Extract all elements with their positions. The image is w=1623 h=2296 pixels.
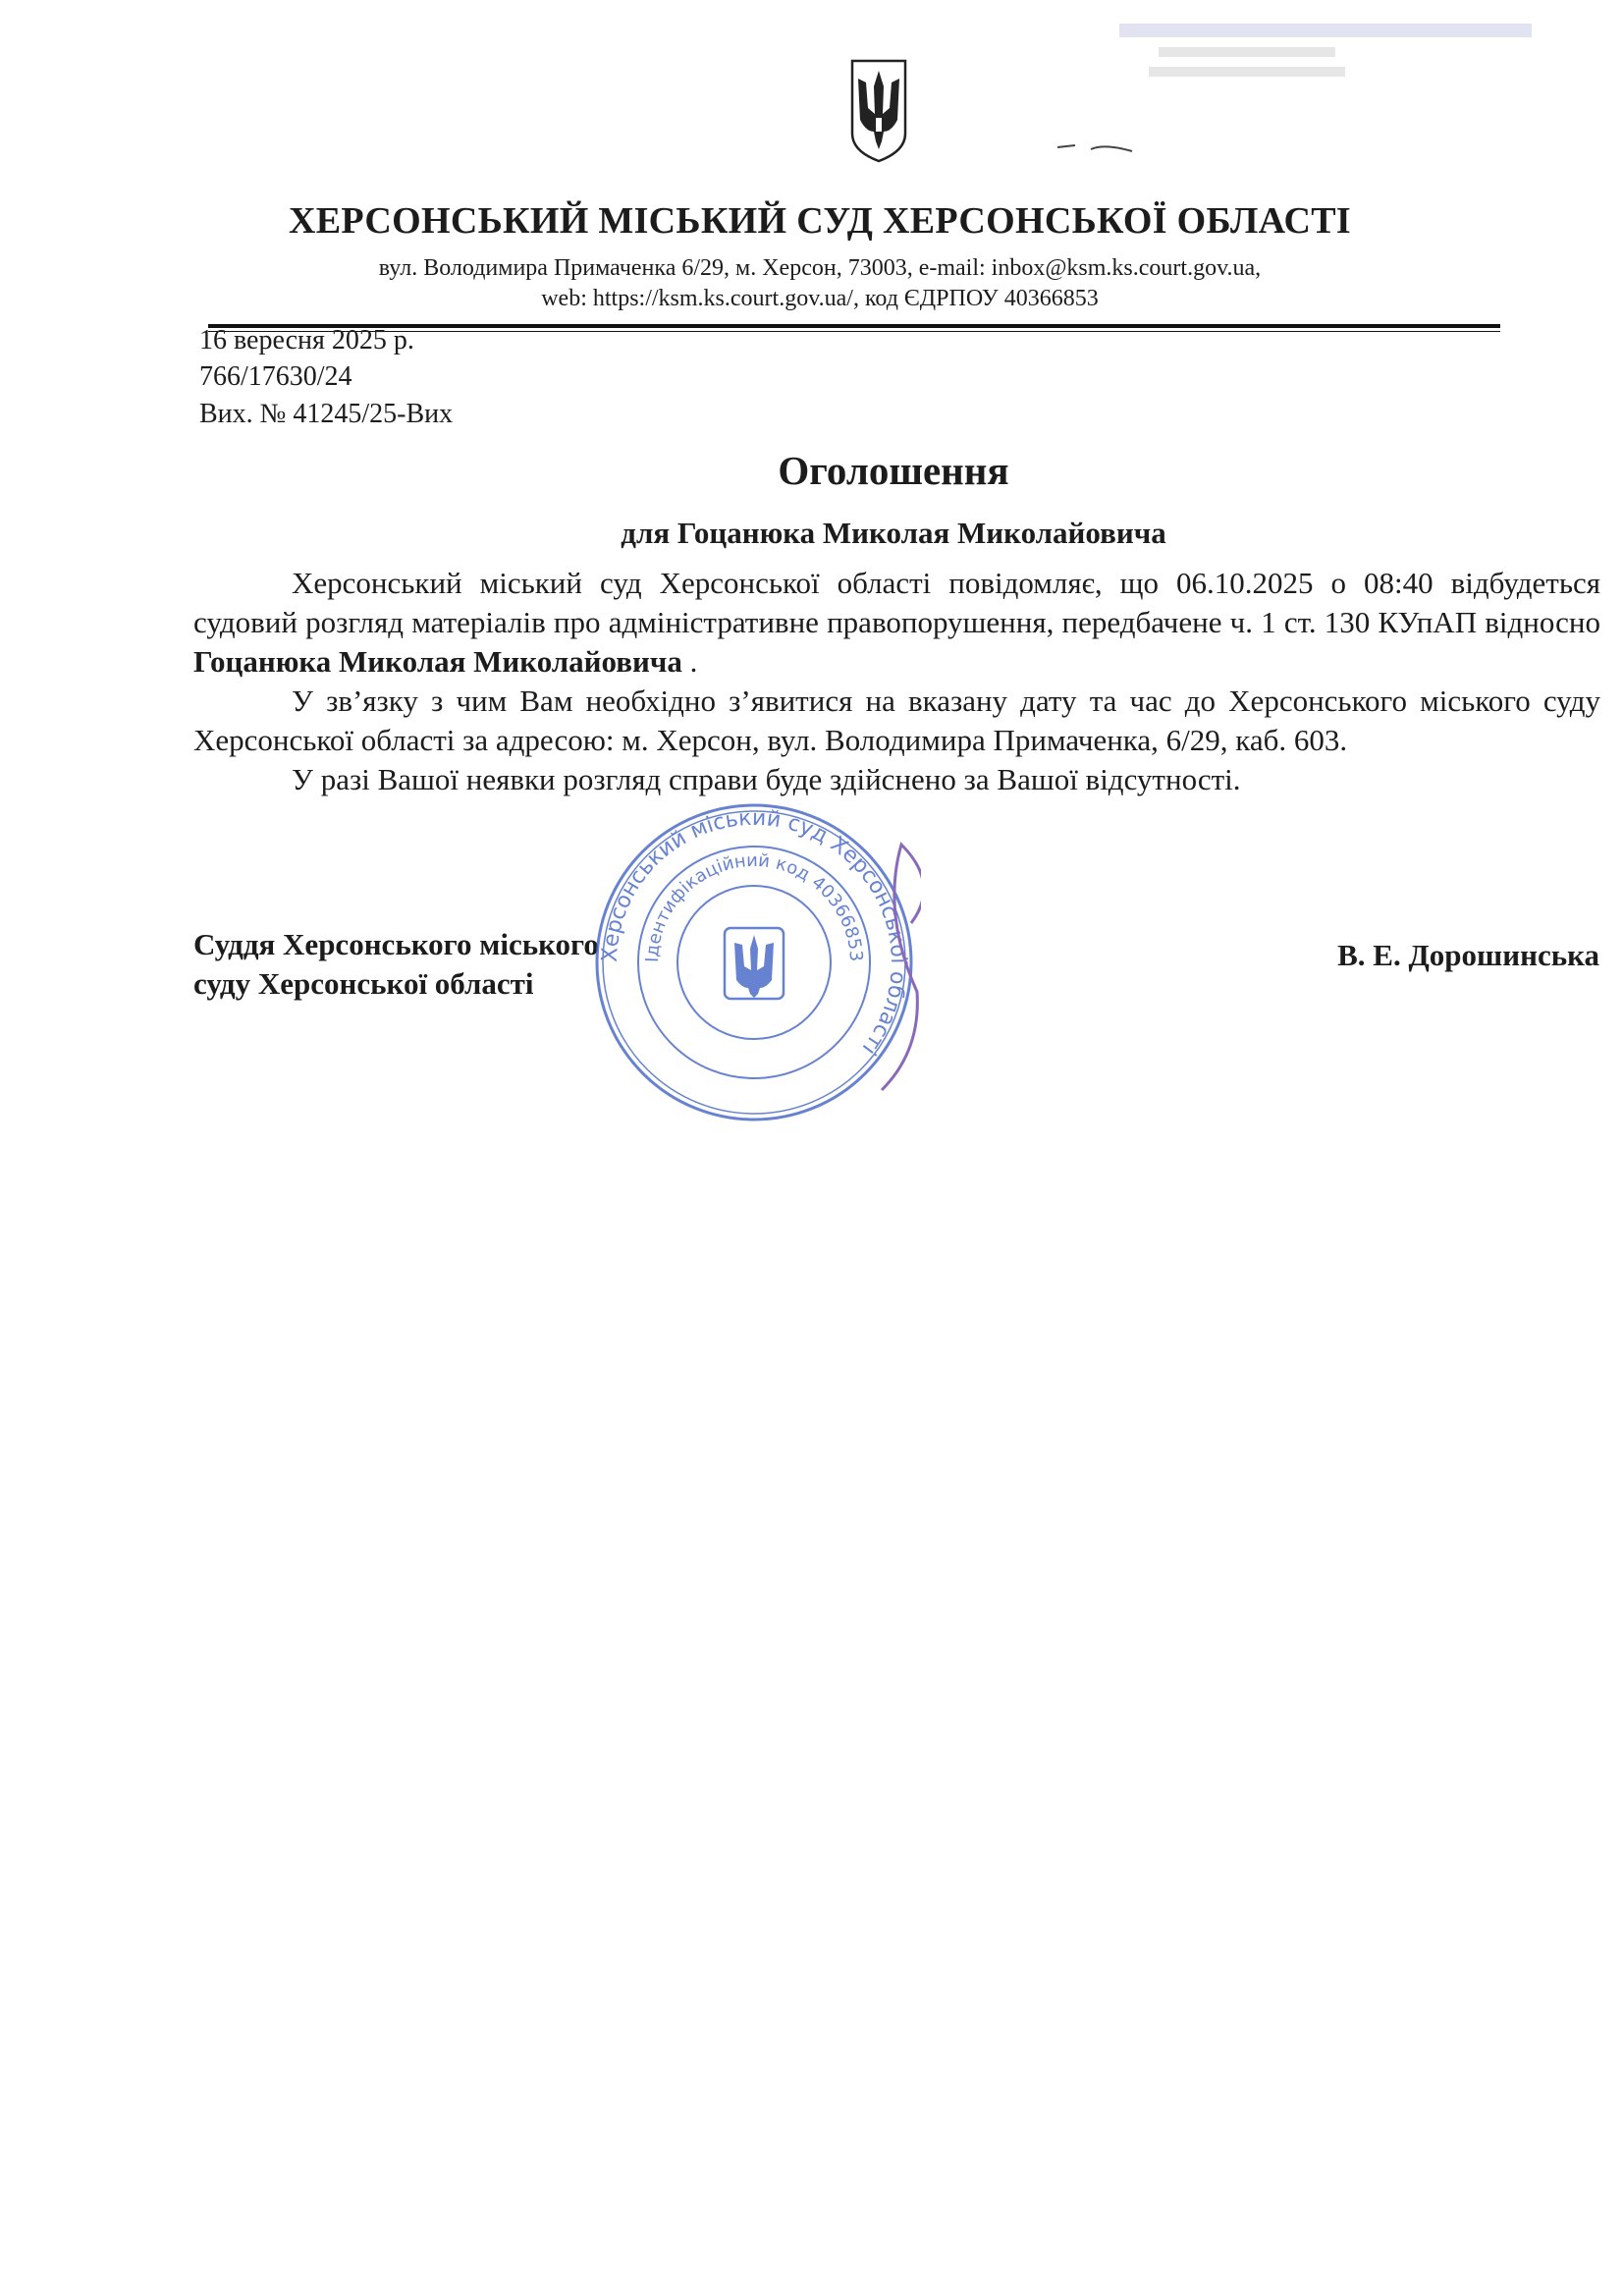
trident-emblem-icon	[846, 57, 911, 165]
court-name: ХЕРСОНСЬКИЙ МІСЬКИЙ СУД ХЕРСОНСЬКОЇ ОБЛАСТІ	[289, 200, 1351, 242]
svg-text:Херсонський міський суд Херсон	[598, 806, 910, 1060]
pen-mark	[1055, 137, 1134, 157]
judge-position: Суддя Херсонського міського суду Херсонської області	[193, 927, 599, 1001]
case-number: 766/17630/24	[199, 361, 352, 392]
document-date: 16 вересня 2025 р.	[199, 325, 414, 355]
seal-inner-text: Ідентифікаційний код 40366853	[641, 849, 867, 963]
defendant-name: Гоцанюка Миколая Миколайовича	[193, 644, 682, 679]
court-address: вул. Володимира Примаченка 6/29, м. Херсон, 73003, e-mail: inbox@ksm.ks.court.gov.ua,	[378, 255, 1262, 281]
outgoing-number: Вих. № 41245/25-Вих	[199, 399, 454, 429]
notice-body	[193, 564, 1600, 799]
notice-paragraph-absence: У разі Вашої неявки розгляд справи буде здійснено за Вашої відсутності.	[292, 762, 1241, 796]
seal-trident-icon	[734, 935, 774, 998]
notice-paragraph-hearing: Херсонський міський суд Херсонської області повідомляє, що 06.10.2025 о 08:40 відбудеться судовий розгляд матеріалів про адміністративне правопорушення, передбачене ч. 1 ст. 130 КУпАП відносно Гоцанюка Миколая Миколайовича .	[193, 566, 1600, 679]
court-seal-stamp	[587, 795, 921, 1129]
court-web-and-code: web: https://ksm.ks.court.gov.ua/, код ЄДРПОУ 40366853	[541, 286, 1099, 311]
notice-paragraph-appear: У зв’язку з чим Вам необхідно з’явитися на вказану дату та час до Херсонського міського суду Херсонської області за адресою: м. Херсон, вул. Володимира Примаченка, 6/29, каб. 603.	[193, 683, 1600, 757]
judge-name: В. Е. Дорошинська	[1337, 938, 1599, 972]
notice-recipient: для Гоцанюка Миколая Миколайовича	[621, 516, 1166, 550]
seal-outer-text: Херсонський міський суд Херсонської області	[597, 805, 911, 1060]
bleed-through-marks	[1041, 16, 1551, 104]
notice-title: Оголошення	[778, 448, 1009, 493]
